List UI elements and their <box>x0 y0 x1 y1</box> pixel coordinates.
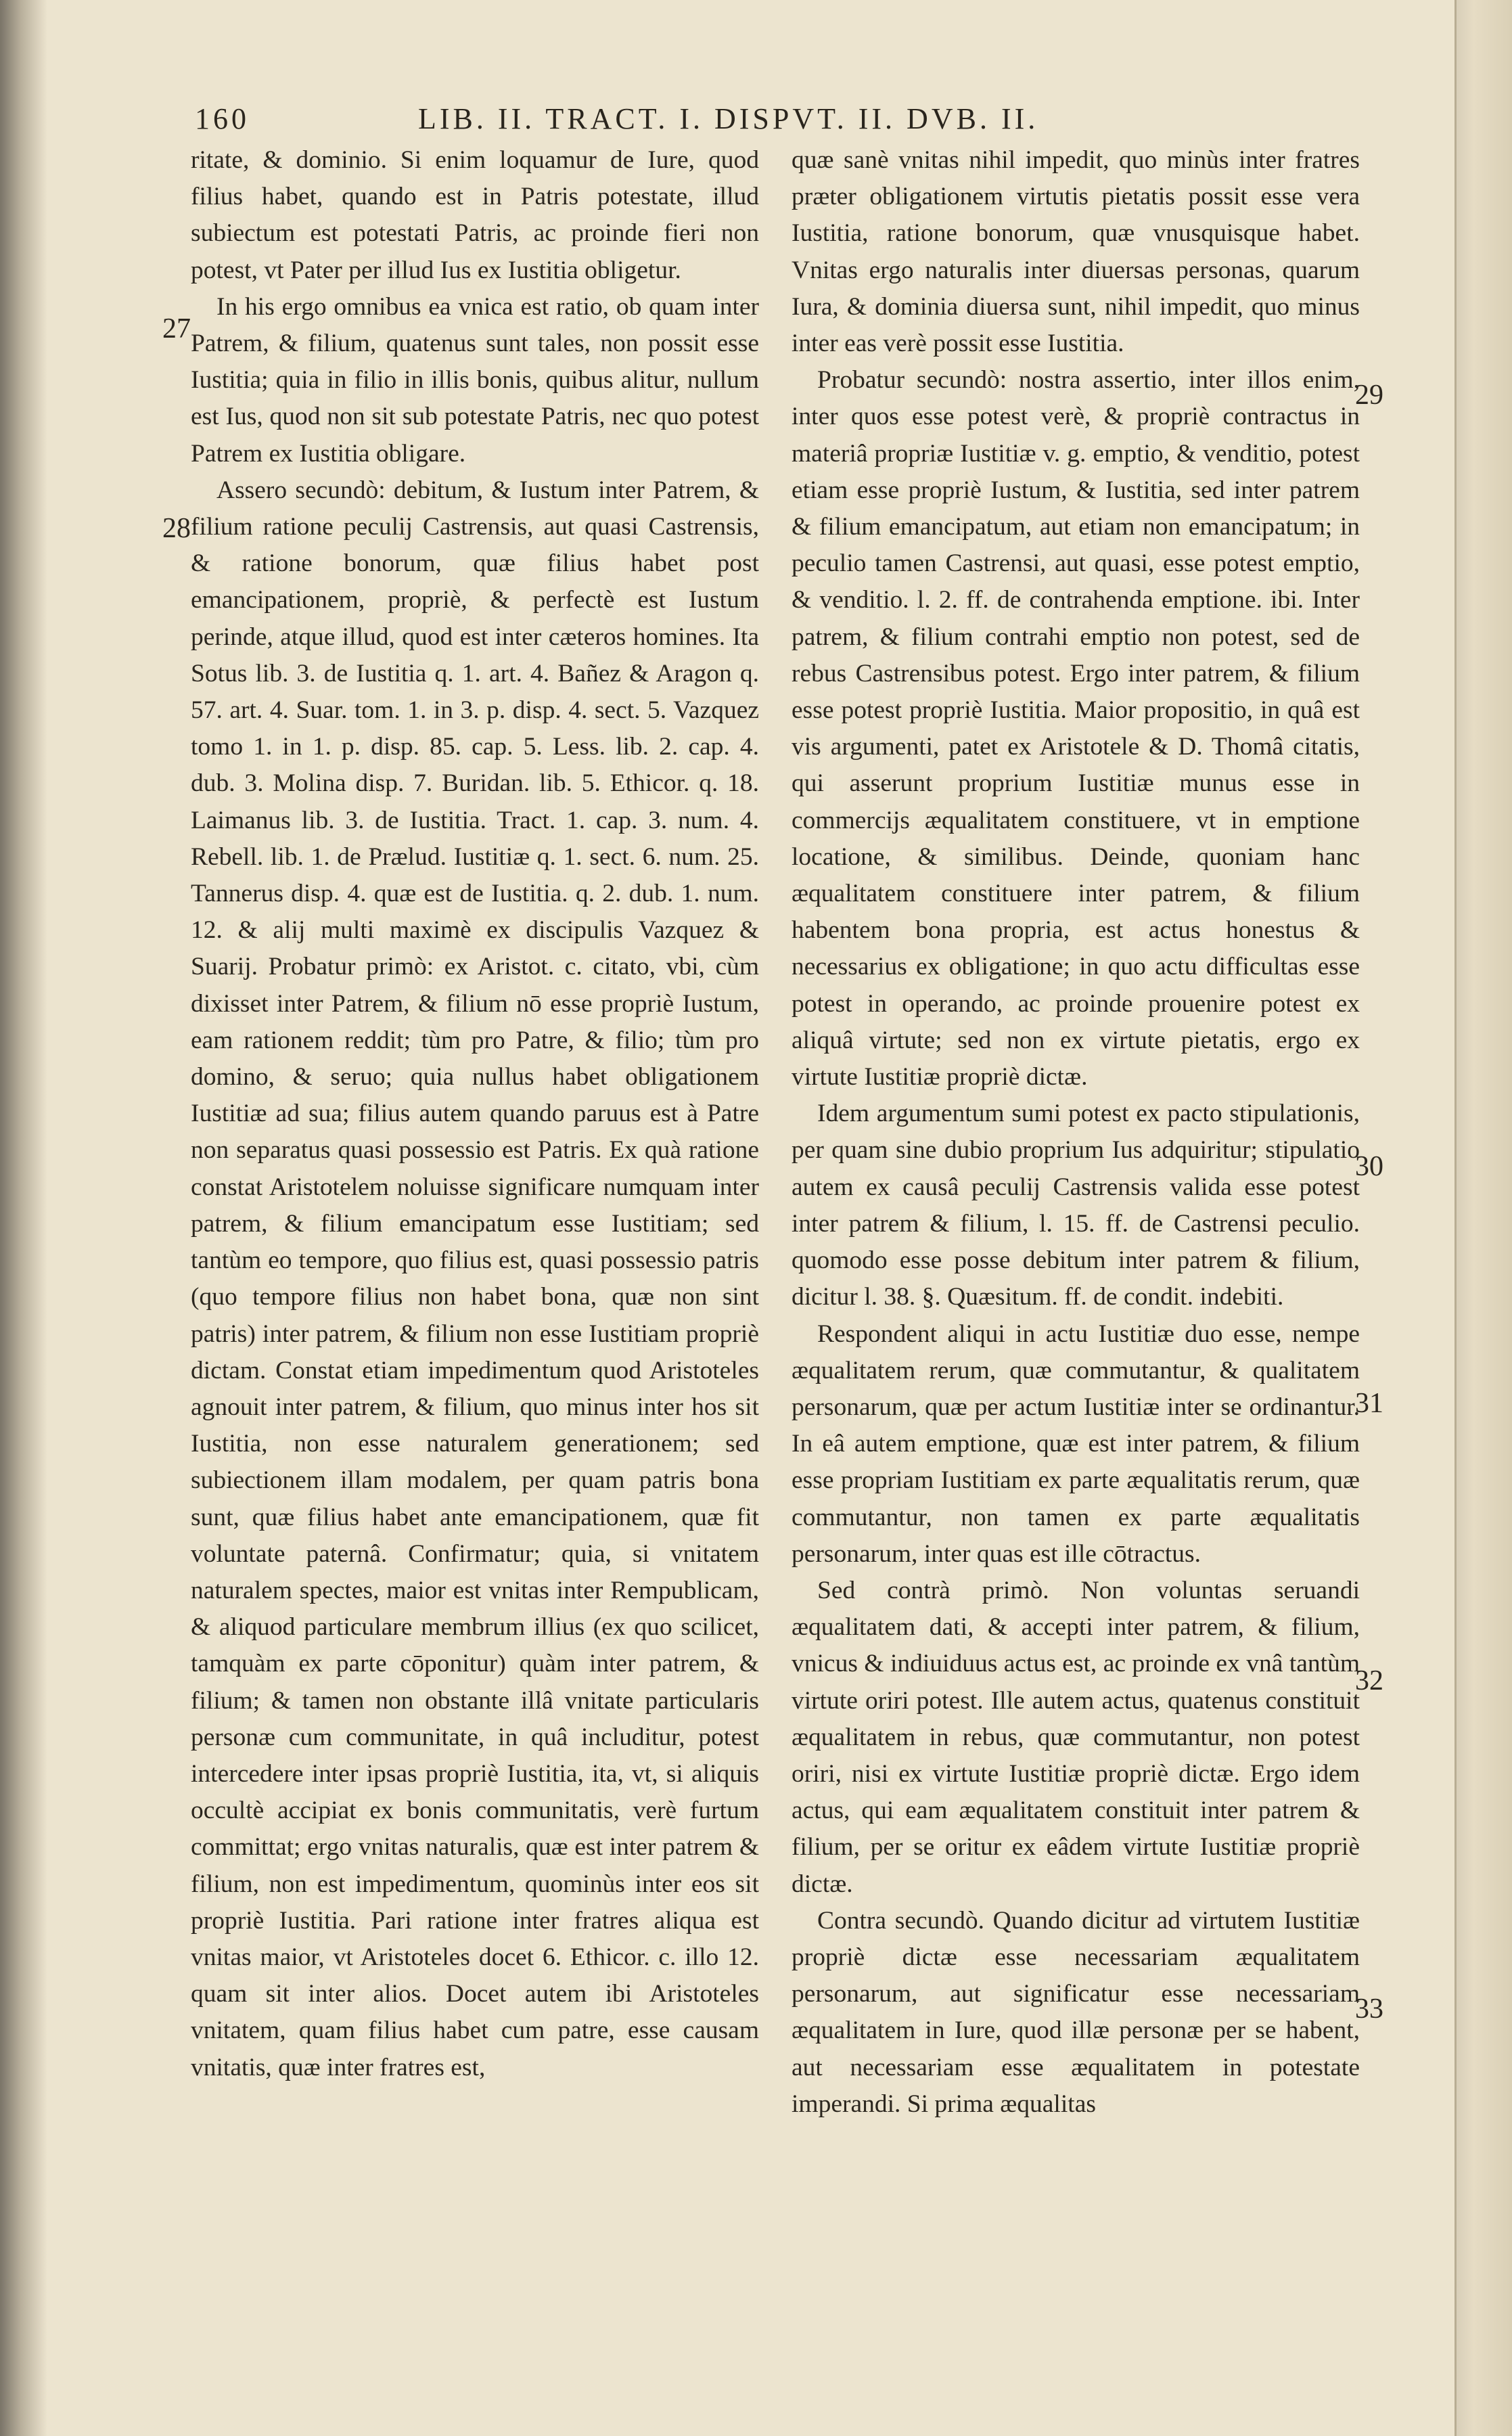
paragraph: Contra secundò. Quando dicitur ad virtutem Iustitiæ propriè dictæ esse necessariam æqualitatem personarum, aut significatur esse necessariam æqualitatem in Iure, quod illæ personæ per se habent, aut necessariam esse æqualitatem in potestate imperandi. Si prima æqualitas <box>792 1906 1360 2118</box>
margin-number: 33 <box>1355 1993 1383 2025</box>
running-head: LIB. II. TRACT. I. DISPVT. II. DVB. II. <box>418 102 1039 135</box>
paragraph: Probatur secundò: nostra assertio, inter illos enim, inter quos esse potest verè, & propriè contractus in materiâ propriæ Iustitiæ v. g. emptio, & venditio, potest etiam esse propriè Iustum, & Iustitia, sed inter patrem & filium emancipatum, aut etiam non emancipatum; in peculio tamen Castrensi, aut quasi, esse potest emptio, & venditio. l. 2. ff. de contrahenda emptione. ibi. Inter patrem, & filium contrahi emptio non potest, sed de rebus Castrensibus potest. Ergo inter patrem, & filium esse potest propriè Iustitia. Maior propositio, in quâ est vis argumenti, patet ex Aristotele & D. Thomâ citatis, qui asserunt proprium Iustitiæ munus esse in commercijs æqualitatem constituere, vt in emptione locatione, & similibus. Deinde, quoniam hanc æqualitatem constituere inter patrem, & filium habentem bona propria, est actus honestus & necessarius ex obligatione; in quo actu difficultas esse potest in operando, ac proinde prouenire potest ex aliquâ virtute; sed non ex virtute pietatis, ergo ex virtute Iustitiæ propriè dictæ. <box>792 366 1360 1091</box>
right-column <box>792 142 1360 2123</box>
paragraph: Sed contrà primò. Non voluntas seruandi æqualitatem dati, & accepti inter patrem, & filium, vnicus & indiuiduus actus est, ac proinde ex vnâ tantùm virtute oriri potest. Ille autem actus, quatenus constituit æqualitatem in rebus, quæ commutantur, non potest oriri, nisi ex virtute Iustitiæ propriè dictæ. Ergo idem actus, qui eam æqualitatem constituit inter patrem & filium, per se oritur ex eâdem virtute Iustitiæ propriè dictæ. <box>792 1576 1360 1898</box>
margin-number: 31 <box>1355 1388 1383 1419</box>
paragraph: In his ergo omnibus ea vnica est ratio, ob quam inter Patrem, & filium, quatenus sunt tales, non possit esse Iustitia; quia in filio in illis bonis, quibus alitur, nullum est Ius, quod non sit sub potestate Patris, nec quo potest Patrem ex Iustitia obligare. <box>191 292 759 468</box>
spine-shadow <box>0 0 47 2436</box>
margin-number: 30 <box>1355 1151 1383 1182</box>
margin-number: 28 <box>162 513 191 544</box>
margin-number: 32 <box>1355 1665 1383 1696</box>
margin-number: 29 <box>1355 380 1383 411</box>
margin-number: 27 <box>162 313 191 344</box>
paragraph: ritate, & dominio. Si enim loquamur de Iure, quod filius habet, quando est in Patris potestate, illud subiectum est potestati Patris, ac proinde fieri non potest, vt Pater per illud Ius ex Iustitia obligetur. <box>191 146 759 284</box>
left-column <box>191 142 759 2086</box>
page-header <box>195 95 1342 149</box>
paragraph: Idem argumentum sumi potest ex pacto stipulationis, per quam sine dubio proprium Ius adquiritur; stipulatio autem ex causâ peculij Castrensis valida esse potest inter patrem & filium, l. 15. ff. de Castrensi peculio. quomodo esse posse debitum inter patrem & filium, dicitur l. 38. §. Quæsitum. ff. de condit. indebiti. <box>792 1100 1360 1311</box>
paragraph: Respondent aliqui in actu Iustitiæ duo esse, nempe æqualitatem rerum, quæ commutantur, & qualitatem personarum, quæ per actum Iustitiæ inter se ordinantur. In eâ autem emptione, quæ est inter patrem, & filium esse propriam Iustitiam ex parte æqualitatis rerum, quæ commutantur, non tamen ex parte æqualitatis personarum, inter quas est ille cōtractus. <box>792 1320 1360 1568</box>
paragraph: quæ sanè vnitas nihil impedit, quo minùs inter fratres præter obligationem virtutis pietatis possit esse vera Iustitia, ratione bonorum, quæ vnusquisque habet. Vnitas ergo naturalis inter diuersas personas, quarum Iura, & dominia diuersa sunt, nihil impedit, quo minus inter eas verè possit esse Iustitia. <box>792 146 1360 358</box>
page-number: 160 <box>195 102 250 135</box>
paragraph: Assero secundò: debitum, & Iustum inter Patrem, & filium ratione peculij Castrensis, aut quasi Castrensis, & ratione bonorum, quæ filius habet post emancipationem, propriè, & perfectè est Iustum perinde, atque illud, quod est inter cæteros homines. Ita Sotus lib. 3. de Iustitia q. 1. art. 4. Bañez & Aragon q. 57. art. 4. Suar. tom. 1. in 3. p. disp. 4. sect. 5. Vazquez tomo 1. in 1. p. disp. 85. cap. 5. Less. lib. 2. cap. 4. dub. 3. Molina disp. 7. Buridan. lib. 5. Ethicor. q. 18. Laimanus lib. 3. de Iustitia. Tract. 1. cap. 3. num. 4. Rebell. lib. 1. de Prælud. Iustitiæ q. 1. sect. 6. num. 25. Tannerus disp. 4. quæ est de Iustitia. q. 2. dub. 1. num. 12. & alij multi maximè ex discipulis Vazquez & Suarij. Probatur primò: ex Aristot. c. citato, vbi, cùm dixisset inter Patrem, & filium nō esse propriè Iustum, eam rationem reddit; tùm pro Patre, & filio; tùm pro domino, & seruo; quia nullus habet obligationem Iustitiæ ad sua; filius autem quando paruus est à Patre non separatus quasi possessio est Patris. Ex quà ratione constat Aristotelem noluisse significare numquam inter patrem, & filium emancipatum esse Iustitiam; sed tantùm eo tempore, quo filius est, quasi possessio patris (quo tempore filius non habet bona, quæ non sint patris) inter patrem, & filium non esse Iustitiam propriè dictam. Constat etiam impedimentum quod Aristoteles agnouit inter patrem, & filium, quo minus inter hos sit Iustitia, non esse naturalem generationem; sed subiectionem illam modalem, per quam patris bona sunt, quæ filius habet ante emancipationem, quæ fit voluntate paternâ. Confirmatur; quia, si vnitatem naturalem spectes, maior est vnitas inter Rempublicam, & aliquod particulare membrum illius (ex quo scilicet, tamquàm ex parte cōponitur) quàm inter patrem, & filium; & tamen non obstante illâ vnitate particularis personæ cum communitate, in quâ includitur, potest intercedere inter ipsas propriè Iustitia, ita, vt, si aliquis occultè accipiat ex bonis communitatis, verè furtum committat; ergo vnitas naturalis, quæ est inter patrem & filium, non est impedimentum, quominùs inter eos sit propriè Iustitia. Pari ratione inter fratres aliqua est vnitas maior, vt Aristoteles docet 6. Ethicor. c. illo 12. quam sit inter alios. Docet autem ibi Aristoteles vnitatem, quam filius habet cum patre, esse causam vnitatis, quæ inter fratres est, <box>191 476 759 2081</box>
next-page-edge <box>1454 0 1512 2436</box>
